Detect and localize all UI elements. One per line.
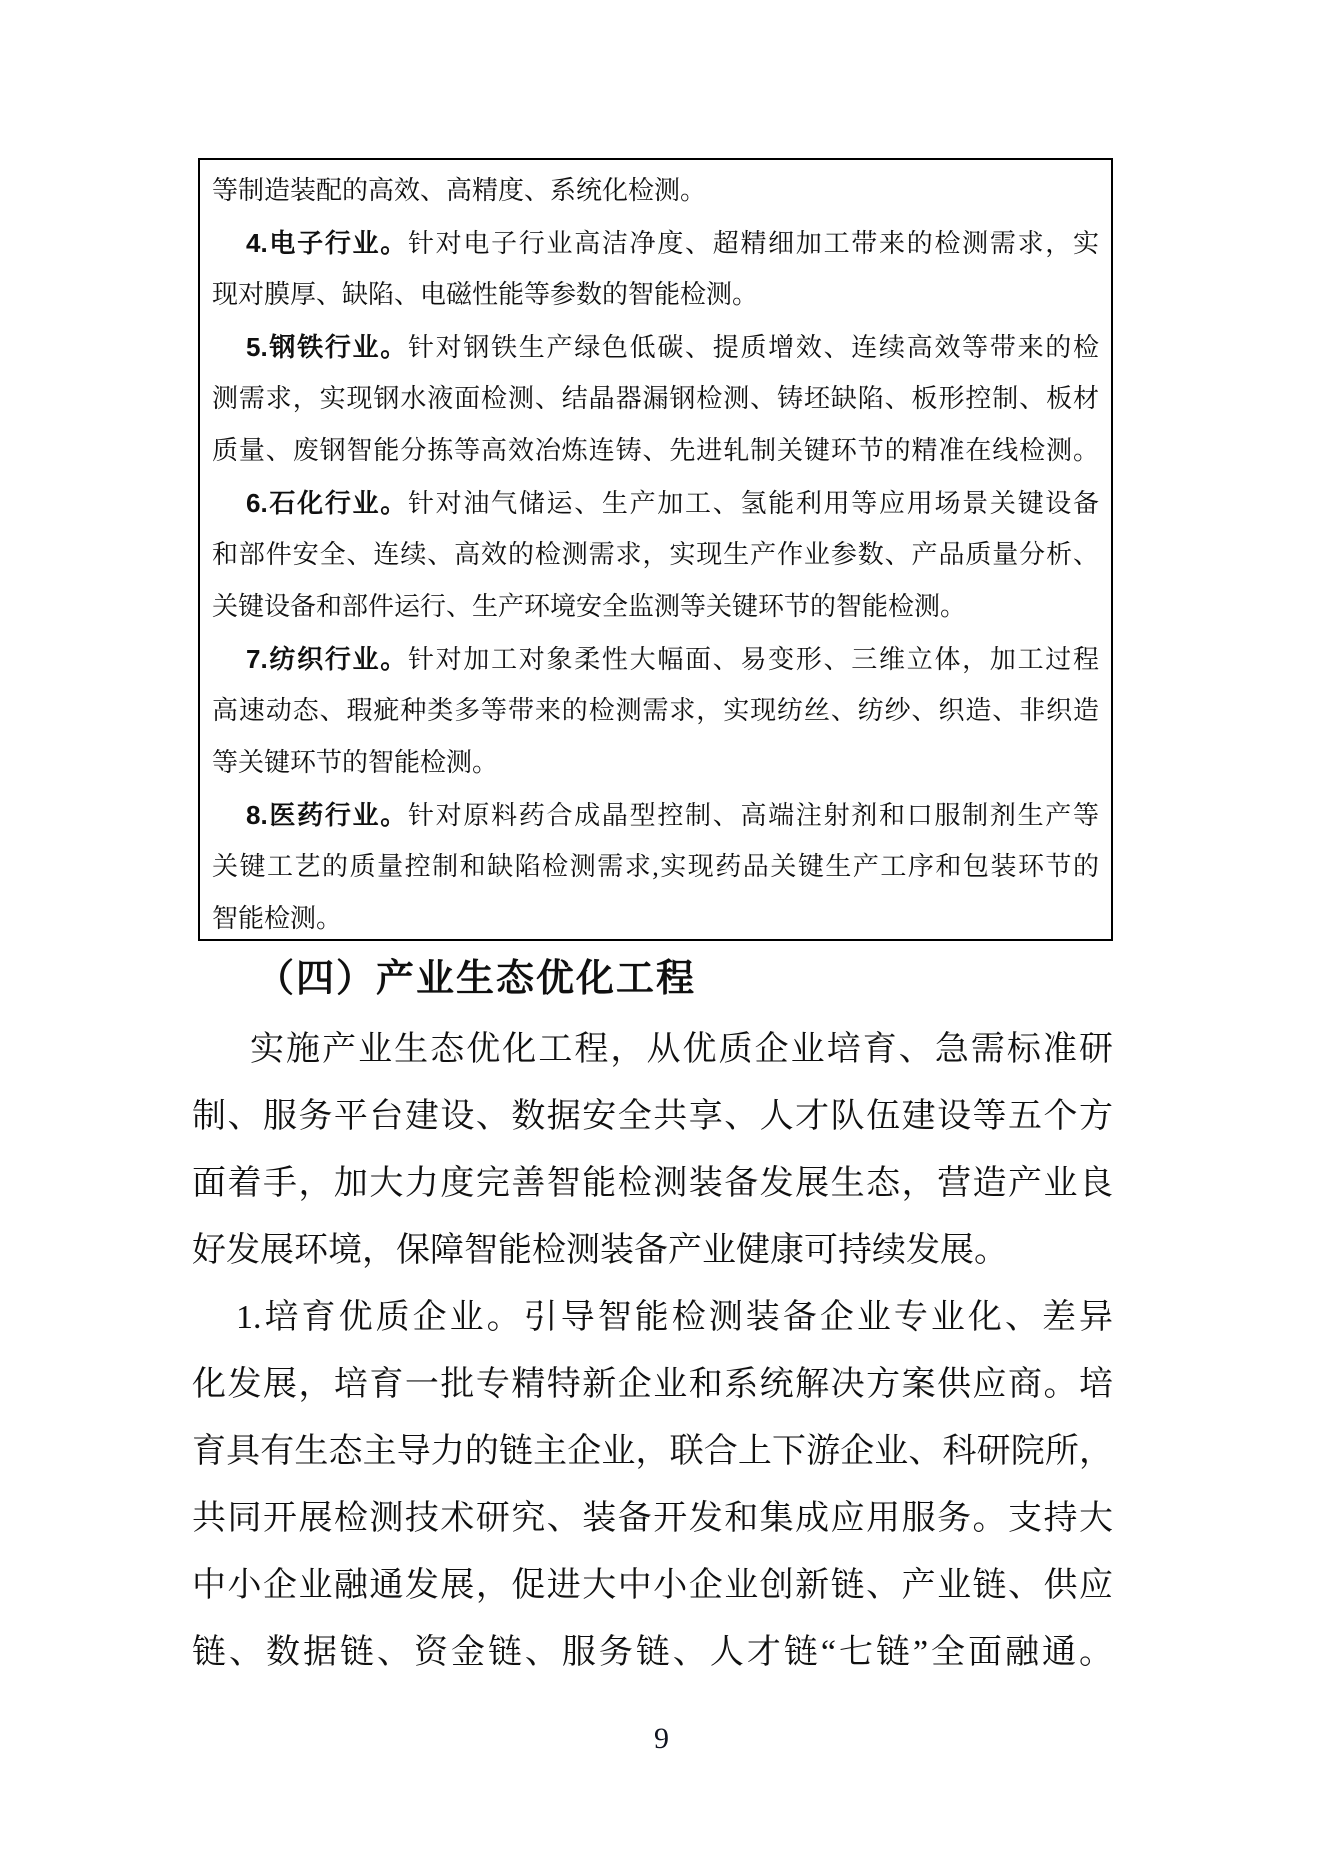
box-line: 质量、废钢智能分拣等高效冶炼连铸、先进轧制关键环节的精准在线检测。 (212, 436, 1099, 465)
body-line: 制、服务平台建设、数据安全共享、人才队伍建设等五个方 (192, 1098, 1113, 1135)
body-line: 好发展环境，保障智能检测装备产业健康可持续发展。 (192, 1232, 1008, 1269)
box-line: 6.石化行业。针对油气储运、生产加工、氢能利用等应用场景关键设备 (246, 488, 1099, 518)
box-line: 5.钢铁行业。针对钢铁生产绿色低碳、提质增效、连续高效等带来的检 (246, 332, 1099, 362)
box-line: 高速动态、瑕疵种类多等带来的检测需求，实现纺丝、纺纱、织造、非织造 (212, 696, 1099, 725)
para-cultivate-enterprises (192, 1284, 1113, 1686)
box-line: 等制造装配的高效、高精度、系统化检测。 (212, 176, 707, 205)
body-line: 化发展，培育一批专精特新企业和系统解决方案供应商。培 (192, 1366, 1113, 1403)
industry-label: 4.电子行业。 (246, 228, 408, 258)
box-line: 4.电子行业。针对电子行业高洁净度、超精细加工带来的检测需求，实 (246, 228, 1099, 258)
box-line: 8.医药行业。针对原料药合成晶型控制、高端注射剂和口服制剂生产等 (246, 800, 1099, 830)
industry-label: 5.钢铁行业。 (246, 332, 408, 362)
page-number: 9 (654, 1722, 669, 1755)
industry-label: 7.纺织行业。 (246, 644, 408, 674)
body-line: 实施产业生态优化工程，从优质企业培育、急需标准研 (250, 1031, 1113, 1068)
industry-label: 8.医药行业。 (246, 800, 408, 830)
box-line: 关键设备和部件运行、生产环境安全监测等关键环节的智能检测。 (212, 592, 967, 621)
para-ecosystem-intro (192, 1016, 1113, 1284)
body-line: 1.培育优质企业。引导智能检测装备企业专业化、差异 (236, 1299, 1113, 1336)
box-line: 现对膜厚、缺陷、电磁性能等参数的智能检测。 (212, 280, 759, 309)
box-line: 测需求，实现钢水液面检测、结晶器漏钢检测、铸坯缺陷、板形控制、板材 (212, 384, 1099, 413)
industry-label: 6.石化行业。 (246, 488, 408, 518)
box-line: 和部件安全、连续、高效的检测需求，实现生产作业参数、产品质量分析、 (212, 540, 1099, 569)
box-line: 关键工艺的质量控制和缺陷检测需求,实现药品关键生产工序和包装环节的 (212, 852, 1099, 881)
box-line: 等关键环节的智能检测。 (212, 748, 499, 777)
body-line: 面着手，加大力度完善智能检测装备发展生态，营造产业良 (192, 1165, 1113, 1202)
body-paragraphs (192, 1016, 1113, 1686)
body-line: 链、数据链、资金链、服务链、人才链“七链”全面融通。 (192, 1634, 1113, 1671)
section-heading: （四）产业生态优化工程 (256, 958, 697, 1000)
body-line: 育具有生态主导力的链主企业，联合上下游企业、科研院所， (192, 1433, 1113, 1470)
industry-items-box (198, 158, 1113, 941)
main-text (192, 948, 1113, 1686)
body-line: 共同开展检测技术研究、装备开发和集成应用服务。支持大 (192, 1500, 1113, 1537)
body-line: 中小企业融通发展，促进大中小企业创新链、产业链、供应 (192, 1567, 1113, 1604)
box-line: 7.纺织行业。针对加工对象柔性大幅面、易变形、三维立体，加工过程 (246, 644, 1099, 674)
box-line: 智能检测。 (212, 904, 343, 933)
